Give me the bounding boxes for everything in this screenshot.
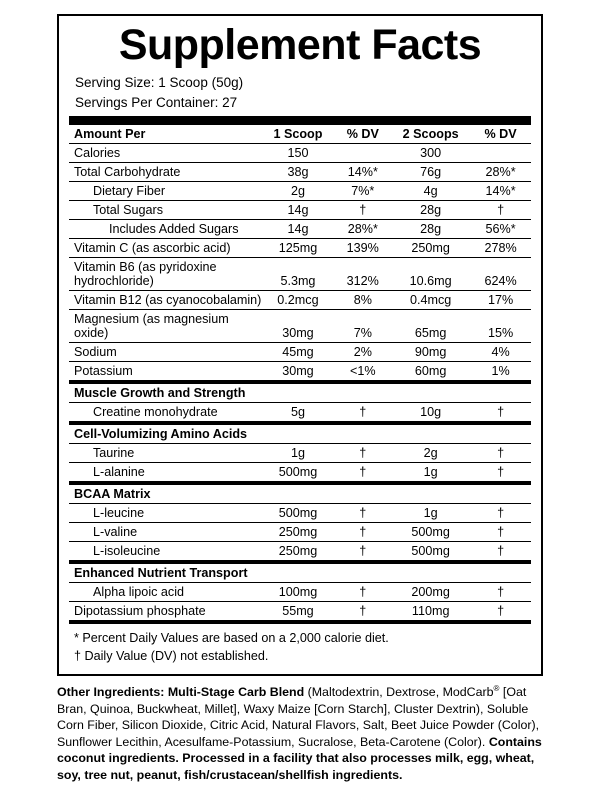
table-row (69, 163, 531, 182)
nutrient-d2: 56%* (470, 220, 531, 239)
serving-info (69, 73, 531, 112)
nutrient-v2: 300 (391, 144, 470, 163)
nutrient-name: Muscle Growth and Strength (69, 382, 261, 403)
nutrient-v2 (391, 423, 470, 444)
footnote-dagger: † Daily Value (DV) not established. (74, 649, 269, 664)
nutrient-d1: 7%* (334, 182, 391, 201)
nutrient-d1 (334, 382, 391, 403)
nutrient-v2: 90mg (391, 343, 470, 362)
nutrient-d2: † (470, 583, 531, 602)
nutrient-v1: 55mg (261, 602, 334, 623)
nutrient-v1: 38g (261, 163, 334, 182)
footnote-percent-dv: * Percent Daily Values are based on a 2,000 calorie diet. (74, 631, 389, 646)
nutrient-d1: † (334, 444, 391, 463)
nutrient-v2: 500mg (391, 523, 470, 542)
nutrient-v1 (261, 382, 334, 403)
nutrition-table (69, 125, 531, 624)
table-row (69, 291, 531, 310)
nutrient-d2: † (470, 444, 531, 463)
nutrient-d2: 15% (470, 310, 531, 343)
nutrient-name: L-isoleucine (69, 542, 261, 563)
nutrient-v1: 500mg (261, 504, 334, 523)
table-group-row (69, 382, 531, 403)
nutrient-v2: 200mg (391, 583, 470, 602)
nutrient-v2: 2g (391, 444, 470, 463)
nutrient-d1: 139% (334, 239, 391, 258)
nutrient-d2: 17% (470, 291, 531, 310)
header-col2-dv: % DV (470, 125, 531, 144)
table-row (69, 220, 531, 239)
nutrient-d2: † (470, 504, 531, 523)
nutrient-v1: 250mg (261, 523, 334, 542)
nutrient-v2: 0.4mcg (391, 291, 470, 310)
nutrient-d1: 8% (334, 291, 391, 310)
nutrient-name: Vitamin B6 (as pyridoxine hydrochloride) (69, 258, 261, 291)
nutrient-v2: 65mg (391, 310, 470, 343)
nutrient-d1: † (334, 602, 391, 623)
nutrient-name: Magnesium (as magnesium oxide) (69, 310, 261, 343)
header-col2: 2 Scoops (391, 125, 470, 144)
nutrient-d1: † (334, 583, 391, 602)
table-row (69, 362, 531, 383)
nutrient-d1 (334, 483, 391, 504)
nutrient-name: Cell-Volumizing Amino Acids (69, 423, 261, 444)
supplement-facts-panel (57, 14, 543, 676)
nutrient-d2 (470, 483, 531, 504)
nutrient-d2 (470, 382, 531, 403)
nutrient-v2: 28g (391, 201, 470, 220)
nutrient-d1: 28%* (334, 220, 391, 239)
table-header-row (69, 125, 531, 144)
servings-per-container: Servings Per Container: 27 (75, 94, 238, 110)
nutrient-v2: 250mg (391, 239, 470, 258)
nutrient-name: Calories (69, 144, 261, 163)
nutrient-name: Includes Added Sugars (69, 220, 261, 239)
nutrient-name: L-leucine (69, 504, 261, 523)
table-row (69, 444, 531, 463)
serving-size: Serving Size: 1 Scoop (50g) (75, 75, 244, 90)
nutrient-d1: † (334, 463, 391, 484)
other-ingredients-heading: Other Ingredients: (57, 685, 165, 700)
nutrient-v1: 0.2mcg (261, 291, 334, 310)
nutrient-v1: 125mg (261, 239, 334, 258)
table-row (69, 182, 531, 201)
nutrient-v2: 110mg (391, 602, 470, 623)
table-row (69, 602, 531, 623)
nutrient-v1: 2g (261, 182, 334, 201)
ingredients-body-2: [Oat Bran, Quinoa, Buckwheat, Millet], Waxy Maize [Corn Starch], Cluster Dextrin), Soluble Corn Fiber, Silicon Dioxide, Citric Acid, Natural Flavors, Salt, Beet Juice Powder (Color), Sunflower Lecithin, Acesulfame-Potassium, Sucralose, Beta-Carotene (Color). (57, 685, 540, 749)
nutrient-v2: 500mg (391, 542, 470, 563)
nutrient-v1: 30mg (261, 362, 334, 383)
nutrient-name: Total Sugars (69, 201, 261, 220)
nutrient-d1: 14%* (334, 163, 391, 182)
header-col1-dv: % DV (334, 125, 391, 144)
nutrient-name: Dietary Fiber (69, 182, 261, 201)
nutrient-v2: 4g (391, 182, 470, 201)
footnotes (69, 624, 531, 666)
other-ingredients (57, 684, 549, 783)
nutrient-d2 (470, 144, 531, 163)
nutrient-d1: <1% (334, 362, 391, 383)
nutrient-name: Vitamin C (as ascorbic acid) (69, 239, 261, 258)
nutrient-name: Enhanced Nutrient Transport (69, 562, 261, 583)
table-row (69, 343, 531, 362)
nutrient-v2: 1g (391, 463, 470, 484)
nutrient-d2: † (470, 523, 531, 542)
nutrient-d2: 624% (470, 258, 531, 291)
nutrient-d1: † (334, 403, 391, 424)
nutrient-name: Total Carbohydrate (69, 163, 261, 182)
nutrient-v1: 14g (261, 220, 334, 239)
nutrient-v2: 10.6mg (391, 258, 470, 291)
table-row (69, 201, 531, 220)
ingredients-body-1: (Maltodextrin, Dextrose, ModCarb (304, 685, 494, 700)
header-amount-per: Amount Per (69, 125, 261, 144)
nutrient-d2: † (470, 463, 531, 484)
nutrient-name: Vitamin B12 (as cyanocobalamin) (69, 291, 261, 310)
nutrient-v1: 1g (261, 444, 334, 463)
nutrient-d2: † (470, 403, 531, 424)
allergen-statement: Contains coconut ingredients. Processed in a facility that also processes milk, egg, wheat, soy, tree nut, peanut, fish/crustacean/shellfish ingredients. (57, 734, 542, 782)
nutrient-name: Alpha lipoic acid (69, 583, 261, 602)
nutrient-d2: † (470, 602, 531, 623)
nutrient-name: Creatine monohydrate (69, 403, 261, 424)
nutrient-v2: 60mg (391, 362, 470, 383)
nutrition-table-body (69, 125, 531, 622)
table-row (69, 463, 531, 484)
table-group-row (69, 423, 531, 444)
nutrient-name: Potassium (69, 362, 261, 383)
nutrient-v1: 250mg (261, 542, 334, 563)
nutrient-name: BCAA Matrix (69, 483, 261, 504)
table-row (69, 258, 531, 291)
nutrient-v1: 100mg (261, 583, 334, 602)
table-row (69, 310, 531, 343)
nutrient-v1: 5g (261, 403, 334, 424)
nutrient-d1: 7% (334, 310, 391, 343)
nutrient-v1: 150 (261, 144, 334, 163)
carb-blend-name: Multi-Stage Carb Blend (167, 685, 305, 700)
nutrient-v2 (391, 562, 470, 583)
nutrient-v1 (261, 423, 334, 444)
table-group-row (69, 562, 531, 583)
nutrient-v2 (391, 382, 470, 403)
nutrient-v1 (261, 483, 334, 504)
nutrient-v2: 28g (391, 220, 470, 239)
header-col1: 1 Scoop (261, 125, 334, 144)
nutrient-d2 (470, 423, 531, 444)
nutrient-name: Taurine (69, 444, 261, 463)
nutrient-v1: 30mg (261, 310, 334, 343)
nutrient-v1 (261, 562, 334, 583)
thick-divider (69, 116, 531, 125)
nutrient-name: Sodium (69, 343, 261, 362)
nutrient-d2: 28%* (470, 163, 531, 182)
table-row (69, 403, 531, 424)
nutrient-name: Dipotassium phosphate (69, 602, 261, 623)
nutrient-name: L-valine (69, 523, 261, 542)
nutrient-d2: 4% (470, 343, 531, 362)
table-group-row (69, 483, 531, 504)
nutrient-d2 (470, 562, 531, 583)
table-row (69, 239, 531, 258)
nutrient-v1: 500mg (261, 463, 334, 484)
nutrient-d1: † (334, 542, 391, 563)
nutrient-d1 (334, 423, 391, 444)
nutrient-d2: 1% (470, 362, 531, 383)
nutrient-d1: † (334, 504, 391, 523)
table-row (69, 542, 531, 563)
nutrient-d2: † (470, 542, 531, 563)
table-row (69, 144, 531, 163)
nutrient-v1: 14g (261, 201, 334, 220)
nutrient-d2: † (470, 201, 531, 220)
nutrient-d1: † (334, 523, 391, 542)
nutrient-d1 (334, 144, 391, 163)
nutrient-v1: 5.3mg (261, 258, 334, 291)
registered-mark: ® (493, 684, 500, 693)
nutrient-d1 (334, 562, 391, 583)
nutrient-v2: 10g (391, 403, 470, 424)
nutrient-d2: 14%* (470, 182, 531, 201)
nutrient-d1: 2% (334, 343, 391, 362)
table-row (69, 504, 531, 523)
table-row (69, 583, 531, 602)
nutrient-v1: 45mg (261, 343, 334, 362)
nutrient-d2: 278% (470, 239, 531, 258)
table-row (69, 523, 531, 542)
nutrient-v2 (391, 483, 470, 504)
nutrient-name: L-alanine (69, 463, 261, 484)
nutrient-d1: 312% (334, 258, 391, 291)
page-title: Supplement Facts (118, 21, 482, 69)
nutrient-v2: 76g (391, 163, 470, 182)
nutrient-d1: † (334, 201, 391, 220)
nutrient-v2: 1g (391, 504, 470, 523)
